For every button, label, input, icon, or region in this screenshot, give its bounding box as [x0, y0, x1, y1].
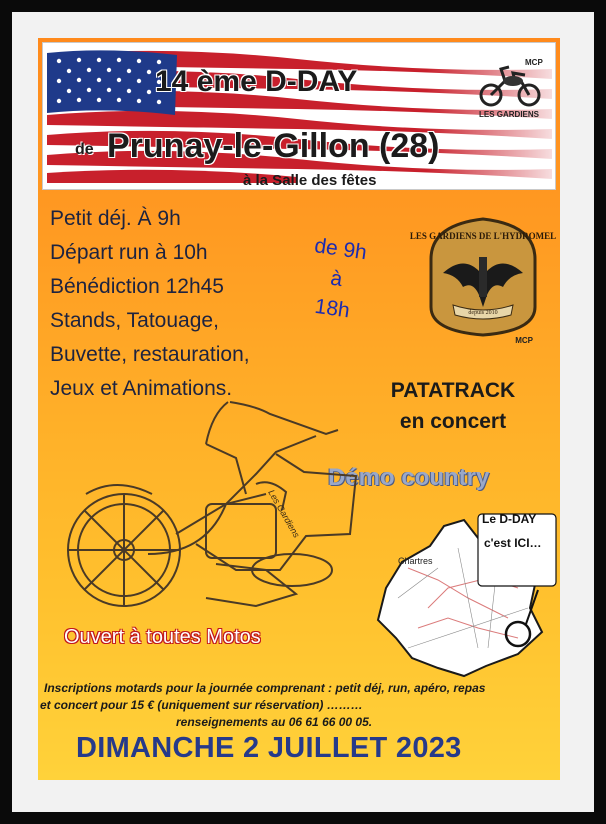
schedule-item: Stands, Tatouage, — [50, 309, 219, 332]
concert-label: en concert — [399, 410, 507, 433]
motorcycle-logo-icon — [475, 51, 547, 121]
schedule-item: Petit déj. À 9h — [50, 207, 181, 230]
chopper-motorcycle-drawing — [56, 384, 356, 644]
hours-end: 18h — [313, 294, 352, 323]
club-badge-icon — [409, 211, 557, 345]
schedule-list — [50, 202, 250, 406]
registration-line1: Inscriptions motards pour la journée comprenant : petit déj, run, apéro, repas — [44, 681, 486, 695]
hours-start: de 9h — [313, 234, 369, 265]
event-date: DIMANCHE 2 JUILLET 2023 — [76, 732, 462, 764]
title-prefix: de — [75, 141, 94, 158]
demo-country-text: Démo country — [328, 464, 490, 491]
badge-ribbon-text: depuis 2010 — [468, 310, 498, 316]
opening-hours — [295, 230, 377, 329]
band-name: PATATRACK — [390, 379, 516, 402]
event-title: 14 ème D-DAY — [155, 65, 358, 98]
callout-line2: c'est ICI… — [484, 536, 542, 550]
logo-mcp-text: MCP — [525, 58, 543, 67]
schedule-item: Bénédiction 12h45 — [50, 275, 224, 298]
callout-line1: Le D-DAY — [482, 512, 537, 526]
title-banner — [42, 42, 556, 190]
badge-top-text: LES GARDIENS DE L'HYDROMEL — [409, 231, 557, 241]
badge-mcp-text: MCP — [515, 336, 533, 345]
hours-to: à — [329, 266, 344, 292]
schedule-item: Buvette, restauration, — [50, 343, 250, 366]
logo-gardiens-text: LES GARDIENS — [479, 110, 540, 119]
event-location: Prunay-le-Gillon (28) — [107, 127, 440, 165]
registration-line2: et concert pour 15 € (uniquement sur réservation) ……… — [40, 698, 363, 712]
schedule-item: Jeux et Animations. — [50, 377, 233, 400]
map-city-label: Chartres — [398, 556, 433, 566]
event-venue: à la Salle des fêtes — [243, 172, 377, 189]
event-poster — [38, 38, 560, 780]
schedule-item: Départ run à 10h — [50, 241, 208, 264]
open-to-all-text: Ouvert à toutes Motos — [64, 626, 261, 648]
bike-tank-text: Les Gardiens — [266, 488, 302, 540]
registration-phone: renseignements au 06 61 66 00 05. — [176, 715, 373, 729]
concert-announcement — [358, 375, 548, 437]
